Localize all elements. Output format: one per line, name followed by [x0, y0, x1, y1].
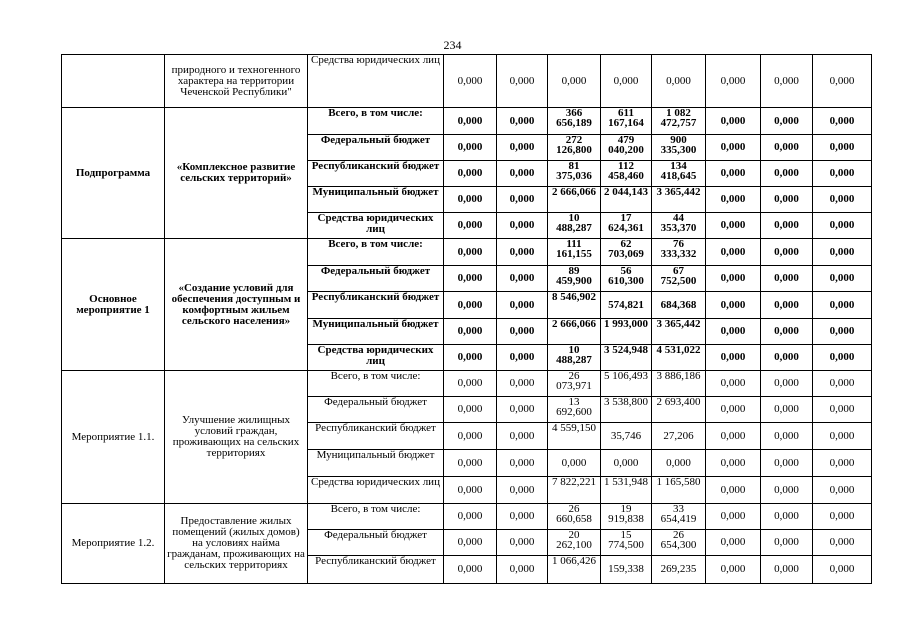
year-6-value: 0,000 — [706, 450, 761, 477]
year-3-value: 366 656,189 — [548, 108, 601, 135]
year-2-value: 0,000 — [497, 187, 548, 213]
table-row — [62, 504, 872, 530]
funding-source-cell: Федеральный бюджет — [308, 397, 444, 423]
year-4-value: 5 106,493 — [601, 371, 652, 397]
year-4-value: 1 531,948 — [601, 477, 652, 504]
year-2-value: 0,000 — [497, 108, 548, 135]
year-7-value: 0,000 — [761, 397, 813, 423]
year-5-value: 26 654,300 — [652, 530, 706, 556]
year-7-value: 0,000 — [761, 371, 813, 397]
year-4-value: 15 774,500 — [601, 530, 652, 556]
year-5-value: 1 082 472,757 — [652, 108, 706, 135]
year-5-value: 3 365,442 — [652, 187, 706, 213]
year-2-value: 0,000 — [497, 450, 548, 477]
year-8-value: 0,000 — [813, 239, 872, 266]
year-7-value: 0,000 — [761, 135, 813, 161]
year-4-value: 17 624,361 — [601, 213, 652, 239]
year-4-value: 19 919,838 — [601, 504, 652, 530]
year-7-value: 0,000 — [761, 450, 813, 477]
year-2-value: 0,000 — [497, 292, 548, 319]
year-6-value: 0,000 — [706, 371, 761, 397]
year-3-value: 10 488,287 — [548, 345, 601, 371]
funding-source-cell: Средства юридических лиц — [308, 213, 444, 239]
year-5-value: 1 165,580 — [652, 477, 706, 504]
year-1-value: 0,000 — [444, 55, 497, 108]
year-7-value: 0,000 — [761, 530, 813, 556]
year-2-value: 0,000 — [497, 135, 548, 161]
year-7-value: 0,000 — [761, 55, 813, 108]
year-6-value: 0,000 — [706, 345, 761, 371]
year-4-value: 56 610,300 — [601, 266, 652, 292]
year-1-value: 0,000 — [444, 213, 497, 239]
year-4-value: 62 703,069 — [601, 239, 652, 266]
year-6-value: 0,000 — [706, 397, 761, 423]
year-4-value: 574,821 — [601, 292, 652, 319]
year-2-value: 0,000 — [497, 161, 548, 187]
funding-source-cell: Средства юридических лиц — [308, 345, 444, 371]
year-5-value: 684,368 — [652, 292, 706, 319]
year-8-value: 0,000 — [813, 477, 872, 504]
year-5-value: 33 654,419 — [652, 504, 706, 530]
budget-table — [61, 54, 872, 584]
year-2-value: 0,000 — [497, 213, 548, 239]
year-6-value: 0,000 — [706, 266, 761, 292]
year-3-value: 7 822,221 — [548, 477, 601, 504]
funding-source-cell: Муниципальный бюджет — [308, 319, 444, 345]
year-6-value: 0,000 — [706, 530, 761, 556]
year-6-value: 0,000 — [706, 239, 761, 266]
year-8-value: 0,000 — [813, 504, 872, 530]
year-6-value: 0,000 — [706, 504, 761, 530]
year-3-value: 89 459,900 — [548, 266, 601, 292]
year-8-value: 0,000 — [813, 371, 872, 397]
table-row — [62, 108, 872, 135]
year-5-value: 0,000 — [652, 55, 706, 108]
funding-source-cell: Средства юридических лиц — [308, 55, 444, 108]
year-8-value: 0,000 — [813, 108, 872, 135]
year-2-value: 0,000 — [497, 371, 548, 397]
year-8-value: 0,000 — [813, 161, 872, 187]
year-2-value: 0,000 — [497, 397, 548, 423]
year-6-value: 0,000 — [706, 161, 761, 187]
year-8-value: 0,000 — [813, 319, 872, 345]
year-8-value: 0,000 — [813, 345, 872, 371]
year-4-value: 0,000 — [601, 55, 652, 108]
year-8-value: 0,000 — [813, 397, 872, 423]
year-5-value: 0,000 — [652, 450, 706, 477]
funding-source-cell: Всего, в том числе: — [308, 371, 444, 397]
year-6-value: 0,000 — [706, 55, 761, 108]
year-7-value: 0,000 — [761, 423, 813, 450]
year-1-value: 0,000 — [444, 477, 497, 504]
year-2-value: 0,000 — [497, 55, 548, 108]
year-8-value: 0,000 — [813, 292, 872, 319]
year-4-value: 1 993,000 — [601, 319, 652, 345]
funding-source-cell: Республиканский бюджет — [308, 423, 444, 450]
table-row — [62, 371, 872, 397]
row-label-cell: Подпрограмма — [62, 108, 165, 239]
year-1-value: 0,000 — [444, 450, 497, 477]
year-3-value: 272 126,800 — [548, 135, 601, 161]
year-3-value: 0,000 — [548, 55, 601, 108]
year-4-value: 3 538,800 — [601, 397, 652, 423]
year-6-value: 0,000 — [706, 423, 761, 450]
table-body — [62, 55, 872, 584]
row-label-cell: Мероприятие 1.2. — [62, 504, 165, 584]
year-6-value: 0,000 — [706, 477, 761, 504]
year-7-value: 0,000 — [761, 345, 813, 371]
year-4-value: 112 458,460 — [601, 161, 652, 187]
year-1-value: 0,000 — [444, 135, 497, 161]
year-2-value: 0,000 — [497, 345, 548, 371]
row-name-cell: «Создание условий для обеспечения доступным и комфортным жильем сельского населения» — [165, 239, 308, 371]
row-label-cell — [62, 55, 165, 108]
funding-source-cell: Республиканский бюджет — [308, 292, 444, 319]
year-2-value: 0,000 — [497, 319, 548, 345]
year-2-value: 0,000 — [497, 423, 548, 450]
year-5-value: 27,206 — [652, 423, 706, 450]
year-3-value: 4 559,150 — [548, 423, 601, 450]
funding-source-cell: Всего, в том числе: — [308, 108, 444, 135]
year-5-value: 3 365,442 — [652, 319, 706, 345]
year-4-value: 2 044,143 — [601, 187, 652, 213]
year-7-value: 0,000 — [761, 556, 813, 584]
year-4-value: 0,000 — [601, 450, 652, 477]
year-3-value: 0,000 — [548, 450, 601, 477]
year-1-value: 0,000 — [444, 345, 497, 371]
year-8-value: 0,000 — [813, 530, 872, 556]
year-5-value: 4 531,022 — [652, 345, 706, 371]
year-1-value: 0,000 — [444, 530, 497, 556]
year-4-value: 611 167,164 — [601, 108, 652, 135]
year-6-value: 0,000 — [706, 108, 761, 135]
year-2-value: 0,000 — [497, 530, 548, 556]
page-number: 234 — [443, 38, 462, 52]
year-8-value: 0,000 — [813, 187, 872, 213]
year-5-value: 2 693,400 — [652, 397, 706, 423]
year-1-value: 0,000 — [444, 266, 497, 292]
year-5-value: 3 886,186 — [652, 371, 706, 397]
year-8-value: 0,000 — [813, 213, 872, 239]
year-6-value: 0,000 — [706, 319, 761, 345]
year-5-value: 67 752,500 — [652, 266, 706, 292]
funding-source-cell: Всего, в том числе: — [308, 239, 444, 266]
year-7-value: 0,000 — [761, 213, 813, 239]
year-7-value: 0,000 — [761, 108, 813, 135]
year-1-value: 0,000 — [444, 161, 497, 187]
year-6-value: 0,000 — [706, 135, 761, 161]
year-3-value: 10 488,287 — [548, 213, 601, 239]
year-3-value: 8 546,902 — [548, 292, 601, 319]
funding-source-cell: Всего, в том числе: — [308, 504, 444, 530]
year-1-value: 0,000 — [444, 423, 497, 450]
year-3-value: 20 262,100 — [548, 530, 601, 556]
year-5-value: 44 353,370 — [652, 213, 706, 239]
year-1-value: 0,000 — [444, 371, 497, 397]
year-5-value: 76 333,332 — [652, 239, 706, 266]
year-6-value: 0,000 — [706, 187, 761, 213]
year-1-value: 0,000 — [444, 292, 497, 319]
year-3-value: 26 660,658 — [548, 504, 601, 530]
year-2-value: 0,000 — [497, 556, 548, 584]
year-7-value: 0,000 — [761, 266, 813, 292]
year-2-value: 0,000 — [497, 266, 548, 292]
year-3-value: 13 692,600 — [548, 397, 601, 423]
year-3-value: 81 375,036 — [548, 161, 601, 187]
year-3-value: 26 073,971 — [548, 371, 601, 397]
funding-source-cell: Муниципальный бюджет — [308, 187, 444, 213]
funding-source-cell: Республиканский бюджет — [308, 161, 444, 187]
year-7-value: 0,000 — [761, 477, 813, 504]
year-4-value: 3 524,948 — [601, 345, 652, 371]
year-8-value: 0,000 — [813, 266, 872, 292]
year-8-value: 0,000 — [813, 55, 872, 108]
funding-source-cell: Муниципальный бюджет — [308, 450, 444, 477]
year-1-value: 0,000 — [444, 556, 497, 584]
year-7-value: 0,000 — [761, 187, 813, 213]
year-7-value: 0,000 — [761, 161, 813, 187]
year-8-value: 0,000 — [813, 135, 872, 161]
funding-source-cell: Федеральный бюджет — [308, 266, 444, 292]
year-1-value: 0,000 — [444, 108, 497, 135]
row-label-cell: Основное мероприятие 1 — [62, 239, 165, 371]
funding-source-cell: Республиканский бюджет — [308, 556, 444, 584]
year-3-value: 2 666,066 — [548, 187, 601, 213]
year-3-value: 2 666,066 — [548, 319, 601, 345]
year-5-value: 134 418,645 — [652, 161, 706, 187]
year-4-value: 159,338 — [601, 556, 652, 584]
year-1-value: 0,000 — [444, 239, 497, 266]
row-name-cell: Предоставление жилых помещений (жилых домов) на условиях найма гражданам, проживающих на сельских территориях — [165, 504, 308, 584]
year-7-value: 0,000 — [761, 319, 813, 345]
year-1-value: 0,000 — [444, 504, 497, 530]
year-4-value: 479 040,200 — [601, 135, 652, 161]
year-5-value: 269,235 — [652, 556, 706, 584]
table-row — [62, 55, 872, 108]
funding-source-cell: Федеральный бюджет — [308, 530, 444, 556]
year-1-value: 0,000 — [444, 319, 497, 345]
year-1-value: 0,000 — [444, 397, 497, 423]
row-label-cell: Мероприятие 1.1. — [62, 371, 165, 504]
year-1-value: 0,000 — [444, 187, 497, 213]
year-2-value: 0,000 — [497, 477, 548, 504]
table-row — [62, 239, 872, 266]
year-2-value: 0,000 — [497, 239, 548, 266]
year-3-value: 111 161,155 — [548, 239, 601, 266]
year-8-value: 0,000 — [813, 556, 872, 584]
year-8-value: 0,000 — [813, 423, 872, 450]
year-6-value: 0,000 — [706, 556, 761, 584]
year-6-value: 0,000 — [706, 213, 761, 239]
row-name-cell: Улучшение жилищных условий граждан, проживающих на сельских территориях — [165, 371, 308, 504]
row-name-cell: природного и техногенного характера на территории Чеченской Республики" — [165, 55, 308, 108]
year-2-value: 0,000 — [497, 504, 548, 530]
year-7-value: 0,000 — [761, 239, 813, 266]
year-7-value: 0,000 — [761, 292, 813, 319]
funding-source-cell: Федеральный бюджет — [308, 135, 444, 161]
row-name-cell: «Комплексное развитие сельских территорий» — [165, 108, 308, 239]
funding-source-cell: Средства юридических лиц — [308, 477, 444, 504]
year-7-value: 0,000 — [761, 504, 813, 530]
year-8-value: 0,000 — [813, 450, 872, 477]
year-4-value: 35,746 — [601, 423, 652, 450]
year-6-value: 0,000 — [706, 292, 761, 319]
year-3-value: 1 066,426 — [548, 556, 601, 584]
year-5-value: 900 335,300 — [652, 135, 706, 161]
